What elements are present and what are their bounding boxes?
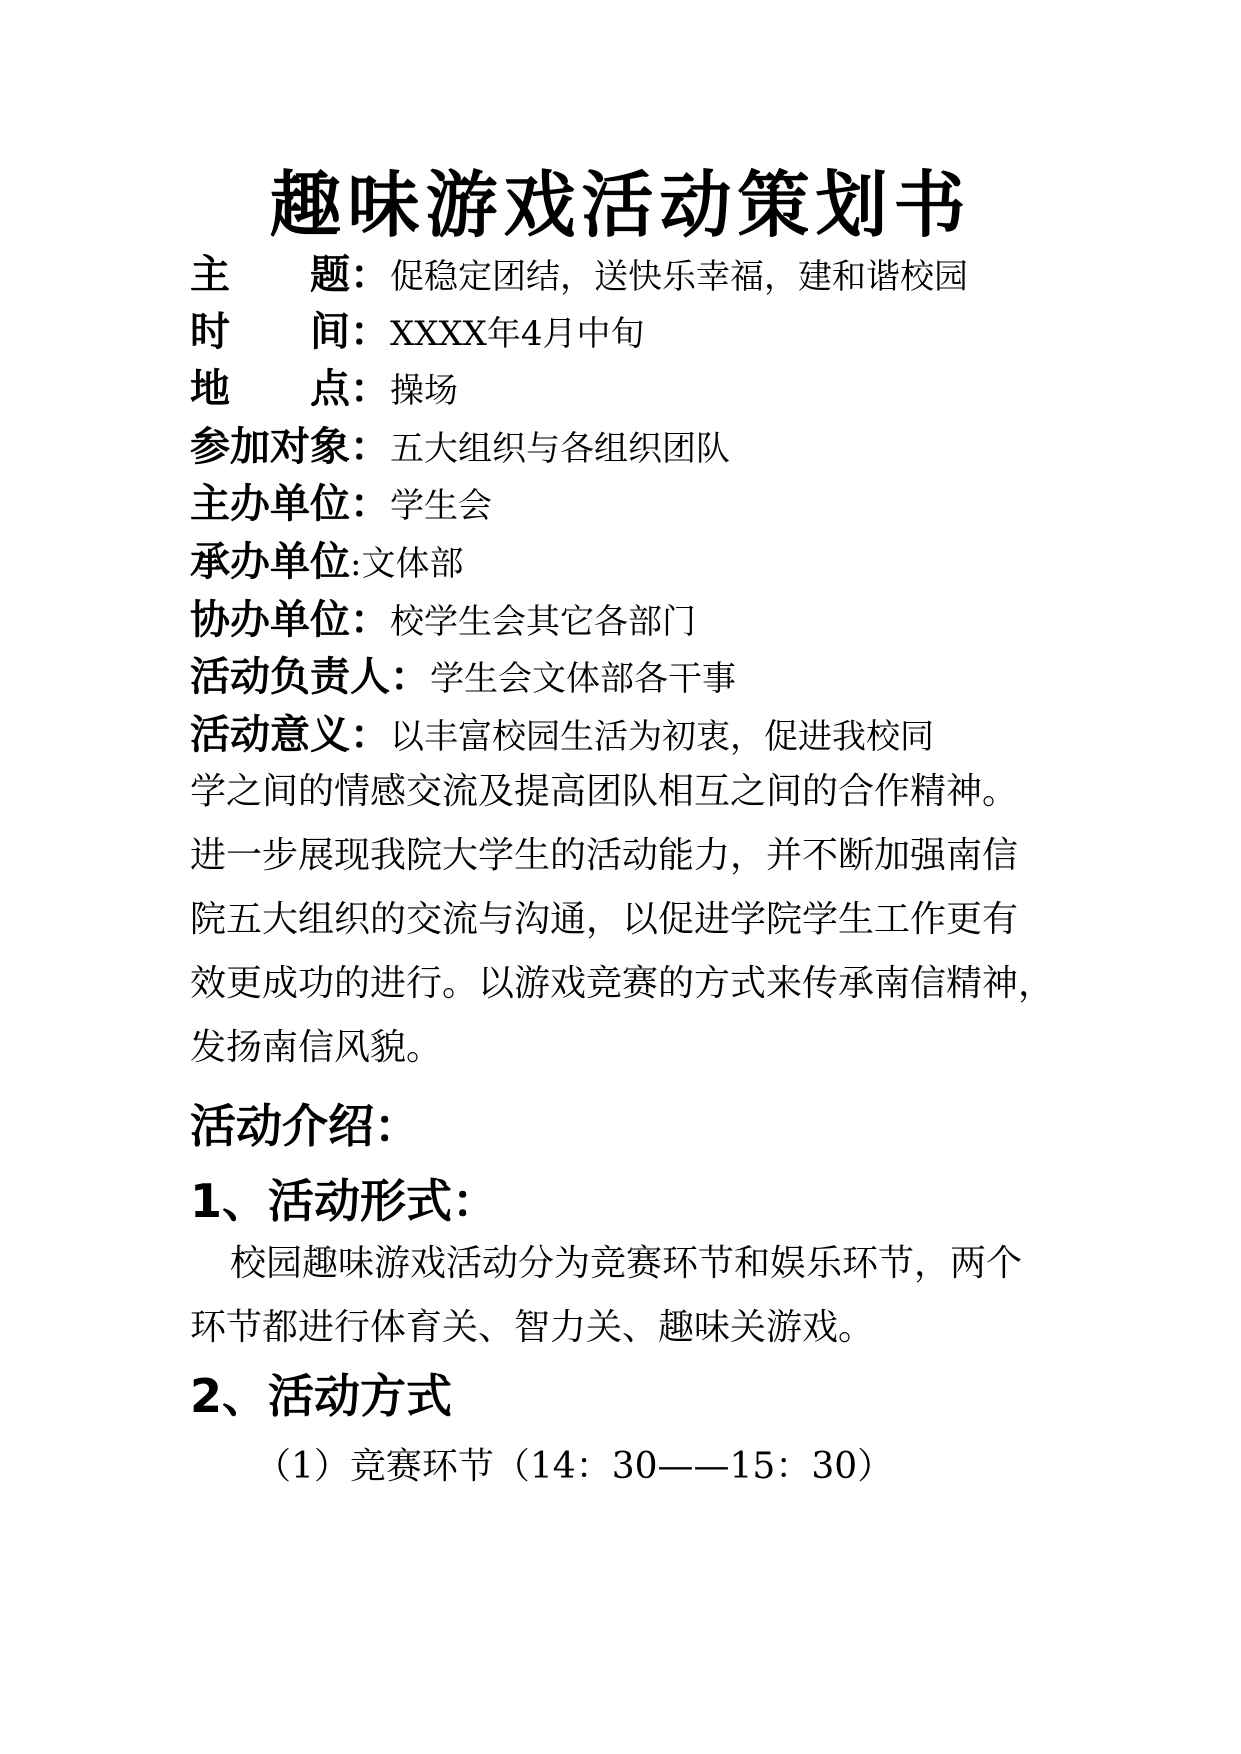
section2-heading: 2、活动方式 — [190, 1369, 453, 1423]
field-organizer — [190, 530, 463, 587]
field-host — [190, 472, 492, 529]
field-participants — [190, 415, 730, 472]
document-title: 趣味游戏活动策划书 — [269, 163, 972, 247]
field-value: XXXX年4月中旬 — [390, 314, 645, 354]
field-label: 活动意义： — [190, 712, 390, 758]
intro-heading: 活动介绍： — [190, 1099, 420, 1153]
section2-item: （1）竞赛环节（14：30——15：30） — [255, 1446, 894, 1487]
field-label: 承办单位 — [190, 539, 350, 585]
field-label: 主 题： — [190, 252, 390, 298]
section1-paragraph — [190, 1232, 1050, 1360]
field-value: 操场 — [390, 371, 458, 411]
field-label: 时 间： — [190, 309, 390, 355]
field-label: 主办单位： — [190, 481, 390, 527]
section1-heading: 1、活动形式： — [190, 1174, 499, 1228]
field-value: 促稳定团结，送快乐幸福，建和谐校园 — [390, 257, 968, 297]
field-label: 参加对象： — [190, 424, 390, 470]
paragraph-line: 环节都进行体育关、智力关、趣味关游戏。 — [190, 1307, 875, 1348]
field-person-in-charge — [190, 645, 736, 702]
field-value: 学生会文体部各干事 — [430, 659, 736, 699]
paragraph-line: 校园趣味游戏活动分为竞赛环节和娱乐环节，两个 — [230, 1243, 1023, 1284]
field-value: 校学生会其它各部门 — [390, 602, 696, 642]
paragraph-line: 效更成功的进行。以游戏竞赛的方式来传承南信精神， — [190, 963, 1055, 1004]
paragraph-line: 发扬南信风貌。 — [190, 1027, 443, 1068]
field-theme — [190, 243, 968, 300]
paragraph-line: 院五大组织的交流与沟通，以促进学院学生工作更有 — [190, 899, 1019, 940]
field-co-organizer — [190, 588, 696, 645]
field-label: 地 点： — [190, 366, 390, 412]
field-value: 学生会 — [390, 486, 492, 526]
field-value: :文体部 — [350, 544, 464, 584]
field-value: 以丰富校园生活为初衷，促进我校同 — [390, 717, 934, 757]
meaning-paragraph — [190, 760, 1055, 1080]
field-meaning — [190, 703, 934, 760]
paragraph-line: 学之间的情感交流及提高团队相互之间的合作精神。 — [190, 771, 1019, 812]
field-label: 协办单位： — [190, 597, 390, 643]
field-time — [190, 300, 644, 357]
field-label: 活动负责人： — [190, 654, 430, 700]
field-value: 五大组织与各组织团队 — [390, 429, 730, 469]
field-location — [190, 357, 458, 414]
paragraph-line: 进一步展现我院大学生的活动能力，并不断加强南信 — [190, 835, 1019, 876]
